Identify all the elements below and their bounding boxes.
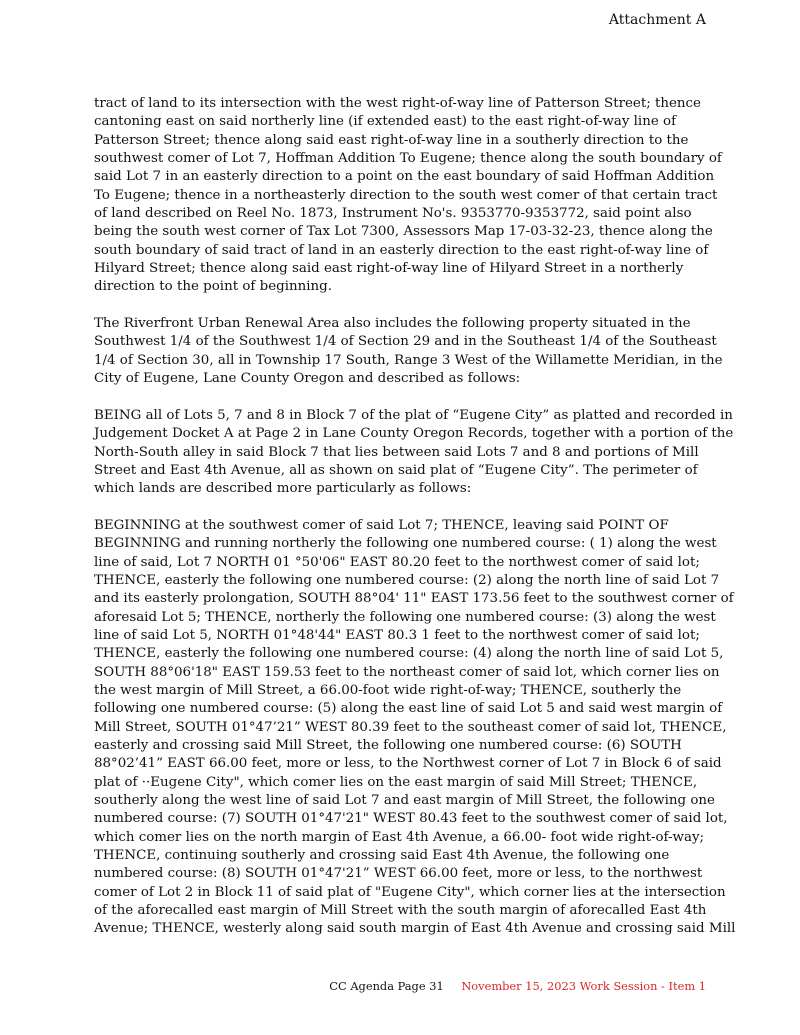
text-line: numbered course: (8) SOUTH 01°47'21” WEST 66.00 feet, more or less, to the northwest: [94, 866, 703, 882]
text-line: BEING all of Lots 5, 7 and 8 in Block 7 of the plat of “Eugene City” as platted and recorded in: [94, 407, 733, 423]
attachment-label: Attachment A: [608, 12, 706, 28]
text-line: the west margin of Mill Street, a 66.00-foot wide right-of-way; THENCE, southerly the: [94, 683, 682, 698]
text-line: cantoning east on said northerly line (if extended east) to the east right-of-way line of: [94, 114, 677, 130]
text-line: tract of land to its intersection with the west right-of-way line of Patterson Street; thence: [94, 96, 701, 111]
text-line: THENCE, easterly the following one numbered course: (4) along the north line of said Lot 5,: [94, 646, 724, 662]
text-line: of land described on Reel No. 1873, Instrument No's. 9353770-9353772, said point also: [94, 206, 692, 222]
document-body: [94, 95, 736, 957]
text-line: which comer lies on the north margin of East 4th Avenue, a 66.00- foot wide right-of-way;: [94, 829, 705, 845]
work-session-label: November 15, 2023 Work Session - Item 1: [461, 979, 706, 993]
text-line: THENCE, continuing southerly and crossing said East 4th Avenue, the following one: [94, 848, 670, 864]
text-line: North-South alley in said Block 7 that lies between said Lots 7 and 8 and portions of Mill: [94, 444, 699, 460]
text-line: BEGINNING at the southwest comer of said Lot 7; THENCE, leaving said POINT OF: [94, 517, 669, 533]
text-line: southwest comer of Lot 7, Hoffman Addition To Eugene; thence along the south boundary of: [94, 151, 722, 167]
text-line: comer of Lot 2 in Block 11 of said plat of "Eugene City", which corner lies at the intersection: [94, 884, 726, 900]
text-line: line of said Lot 5, NORTH 01°48'44" EAST 80.3 1 feet to the northwest comer of said lot;: [94, 627, 700, 643]
paragraph-beginning-courses: [94, 517, 736, 939]
text-line: aforesaid Lot 5; THENCE, northerly the following one numbered course: (3) along the west: [94, 609, 716, 625]
text-line: Hilyard Street; thence along said east right-of-way line of Hilyard Street in a northerly: [94, 261, 684, 277]
text-line: numbered course: (7) SOUTH 01°47'21" WEST 80.43 feet to the southwest comer of said lot,: [94, 811, 728, 827]
agenda-page-label: CC Agenda Page 31: [329, 979, 444, 993]
text-line: easterly and crossing said Mill Street, the following one numbered course: (6) SOUTH: [94, 738, 682, 754]
text-line: BEGINNING and running northerly the following one numbered course: ( 1) along the west: [94, 536, 717, 552]
paragraph-boundary-continuation: [94, 95, 724, 297]
text-line: southerly along the west line of said Lot 7 and east margin of Mill Street, the following one: [94, 793, 715, 809]
paragraph-riverfront-area: [94, 315, 724, 388]
text-line: being the south west corner of Tax Lot 7300, Assessors Map 17-03-32-23, thence along the: [94, 224, 713, 240]
text-line: Southwest 1/4 of the Southwest 1/4 of Section 29 and in the Southeast 1/4 of the Southeast: [94, 334, 717, 350]
text-line: Avenue; THENCE, westerly along said south margin of East 4th Avenue and crossing said Mill: [94, 921, 736, 937]
text-line: of the aforecalled east margin of Mill Street with the south margin of aforecalled East 4th: [94, 903, 707, 919]
text-line: Judgement Docket A at Page 2 in Lane County Oregon Records, together with a portion of the: [94, 426, 734, 442]
text-line: direction to the point of beginning.: [94, 279, 332, 295]
text-line: line of said, Lot 7 NORTH 01 °50'06" EAST 80.20 feet to the northwest comer of said lot;: [94, 554, 700, 570]
text-line: 88°02’41” EAST 66.00 feet, more or less, to the Northwest corner of Lot 7 in Block 6 of said: [94, 756, 722, 772]
text-line: which lands are described more particularly as follows:: [94, 481, 472, 497]
text-line: Patterson Street; thence along said east right-of-way line in a southerly direction to the: [94, 132, 689, 148]
text-line: plat of ··Eugene City", which comer lies on the east margin of said Mill Street; THENCE,: [94, 774, 698, 790]
text-line: 1/4 of Section 30, all in Township 17 South, Range 3 West of the Willamette Meridian, in the: [94, 352, 723, 368]
text-line: To Eugene; thence in a northeasterly direction to the south west comer of that certain tract: [94, 187, 718, 203]
text-line: City of Eugene, Lane County Oregon and described as follows:: [94, 371, 521, 387]
text-line: said Lot 7 in an easterly direction to a point on the east boundary of said Hoffman Addition: [94, 169, 715, 185]
text-line: The Riverfront Urban Renewal Area also includes the following property situated in the: [94, 316, 691, 332]
text-line: Mill Street, SOUTH 01°47’21” WEST 80.39 feet to the southeast comer of said lot, THENCE,: [94, 719, 727, 735]
text-line: Street and East 4th Avenue, all as shown on said plat of “Eugene City”. The perimeter of: [94, 462, 698, 478]
text-line: SOUTH 88°06'18" EAST 159.53 feet to the northeast comer of said lot, which corner lies on: [94, 664, 720, 680]
page-footer: [329, 978, 706, 994]
text-line: south boundary of said tract of land in an easterly direction to the east right-of-way line of: [94, 242, 709, 258]
text-line: and its easterly prolongation, SOUTH 88°04' 11" EAST 173.56 feet to the southwest corner of: [94, 591, 734, 607]
text-line: following one numbered course: (5) along the east line of said Lot 5 and said west margin of: [94, 701, 723, 717]
paragraph-being-lots: [94, 407, 734, 499]
text-line: THENCE, easterly the following one numbered course: (2) along the north line of said Lot 7: [94, 572, 720, 588]
